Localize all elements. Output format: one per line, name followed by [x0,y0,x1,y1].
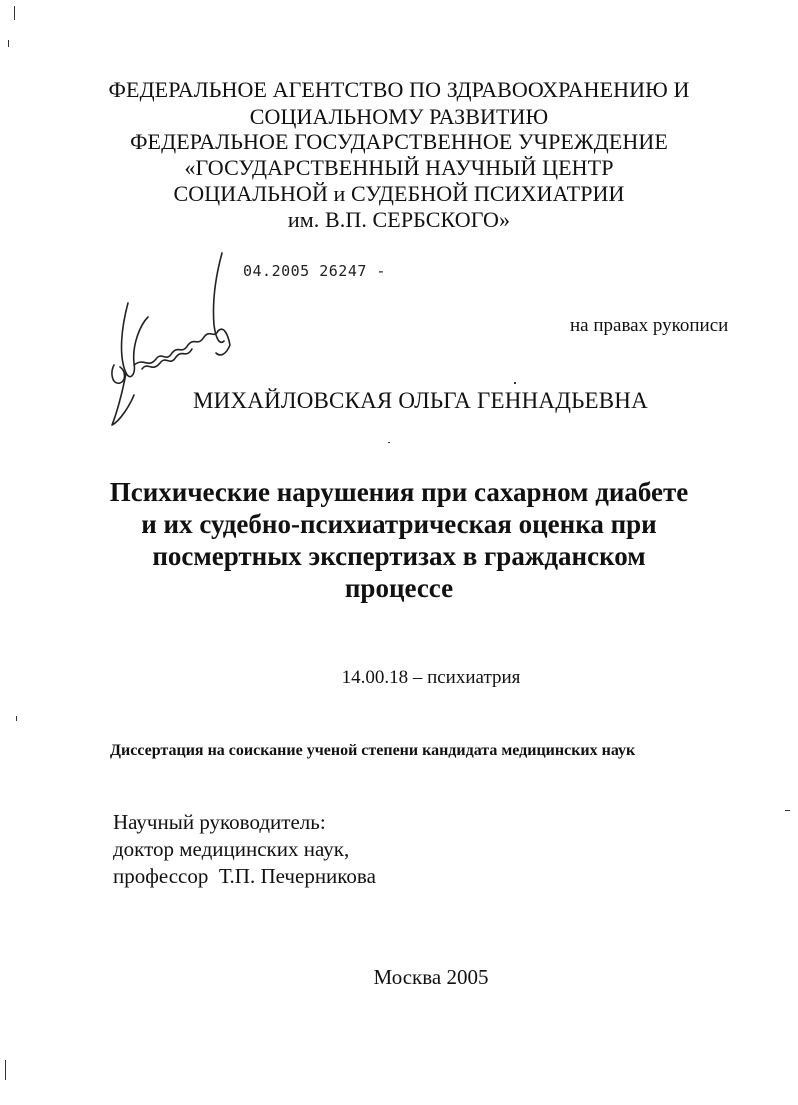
supervisor-degree: доктор медицинских наук, [113,837,350,861]
header-line: им. В.П. СЕРБСКОГО» [287,207,511,232]
header-line: СОЦИАЛЬНОМУ РАЗВИТИЮ [249,104,549,129]
scan-mark [16,716,17,721]
scan-mark [785,810,790,811]
scan-mark [8,40,9,47]
title-line: Психические нарушения при сахарном диабете [109,477,689,507]
header-line: «ГОСУДАРСТВЕННЫЙ НАУЧНЫЙ ЦЕНТР [184,155,614,180]
supervisor-label: Научный руководитель: [113,810,326,834]
scan-mark [5,1060,6,1080]
title-line: посмертных экспертизах в гражданском [152,541,646,571]
author-name: МИХАЙЛОВСКАЯ ОЛЬГА ГЕННАДЬЕВНА [193,388,648,413]
title-line: и их судебно-психиатрическая оценка при [141,509,657,539]
specialty-code: 14.00.18 – психиатрия [341,667,521,688]
scan-mark [14,6,15,20]
title-line: процессе [344,573,454,603]
dissertation-type: Диссертация на соискание ученой степени кандидата медицинских наук [110,742,636,759]
header-line: ФЕДЕРАЛЬНОЕ ГОСУДАРСТВЕННОЕ УЧРЕЖДЕНИЕ [130,129,668,154]
manuscript-rights-note: на правах рукописи [570,315,729,336]
supervisor-name: профессор Т.П. Печерникова [113,864,376,888]
city-year: Москва 2005 [373,965,489,989]
scan-mark [514,382,516,384]
scan-mark [388,442,390,443]
registration-stamp: 04.2005 26247 - [243,262,386,280]
header-line: СОЦИАЛЬНОЙ и СУДЕБНОЙ ПСИХИАТРИИ [173,181,625,206]
header-line: ФЕДЕРАЛЬНОЕ АГЕНТСТВО ПО ЗДРАВООХРАНЕНИЮ И [108,77,690,102]
